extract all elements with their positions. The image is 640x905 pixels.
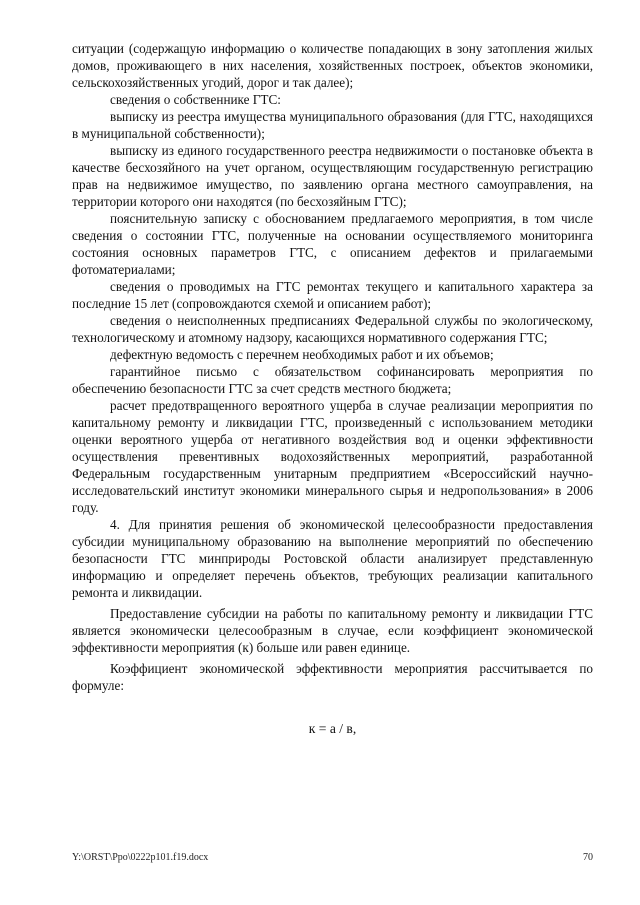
paragraph-defect-list: дефектную ведомость с перечнем необходимых работ и их объемов;: [110, 347, 494, 362]
paragraph-subsidy-feasibility: Предоставление субсидии на работы по капитальному ремонту и ликвидации ГТС является экономически целесообразным в случае, если коэффициент экономической эффективности мероприятия (к) больше или равен единице.: [72, 606, 593, 655]
page-number: 70: [583, 852, 593, 863]
paragraph-explanatory-note: пояснительную записку с обоснованием предлагаемого мероприятия, в том числе сведения о состоянии ГТС, полученные на основании осуществляемого мониторинга состояния основных параметров ГТС, с описанием дефектов и прилагаемыми фотоматериалами;: [72, 211, 593, 277]
paragraph-guarantee-letter: гарантийное письмо с обязательством софинансировать мероприятия по обеспечению безопасности ГТС за счет средств местного бюджета;: [72, 364, 593, 396]
document-body: [72, 40, 593, 737]
paragraph-state-registry-extract: выписку из единого государственного реестра недвижимости о постановке объекта в качестве бесхозяйного на учет органом, осуществляющим государственную регистрацию прав на недвижимое имущество, по заявлению органа местного самоуправления, на территории которого они находятся (по бесхозяйным ГТС);: [72, 143, 593, 209]
paragraph-damage-calculation: расчет предотвращенного вероятного ущерба в случае реализации мероприятия по капитальному ремонту и ликвидации ГТС, произведенный с использованием методики оценки вероятного ущерба от негативного воздействия вод и оценки эффективности осуществления превентивных водохозяйственных мероприятий, разработанной Федеральным государственным унитарным предприятием «Всероссийский научно-исследовательский институт экономики минерального сырья и недропользования» в 2006 году.: [72, 398, 593, 515]
paragraph-section-4: 4. Для принятия решения об экономической целесообразности предоставления субсидии муниципальному образованию на выполнение мероприятий по обеспечению безопасности ГТС минприроды Ростовской области анализирует представленную информацию и определяет перечень объектов, требующих реализации капитального ремонта и ликвидации.: [72, 517, 593, 600]
paragraph-situation-continuation: ситуации (содержащую информацию о количестве попадающих в зону затопления жилых домов, проживающего в них населения, хозяйственных построек, объектов экономики, сельскохозяйственных угодий, дорог и так далее);: [72, 41, 593, 90]
paragraph-municipal-registry-extract: выписку из реестра имущества муниципального образования (для ГТС, находящихся в муниципальной собственности);: [72, 109, 593, 141]
paragraph-unfulfilled-orders: сведения о неисполненных предписаниях Федеральной службы по экологическому, технологическому и атомному надзору, касающихся нормативного содержания ГТС;: [72, 313, 593, 345]
paragraph-owner-info: сведения о собственнике ГТС:: [110, 92, 281, 107]
paragraph-repairs-info: сведения о проводимых на ГТС ремонтах текущего и капитального характера за последние 15 лет (сопровождаются схемой и описанием работ);: [72, 279, 593, 311]
paragraph-coefficient-intro: Коэффициент экономической эффективности мероприятия рассчитывается по формуле:: [72, 661, 593, 693]
formula: к = а / в,: [308, 721, 357, 736]
footer-file-path: Y:\ORST\Ppo\0222p101.f19.docx: [72, 852, 209, 863]
